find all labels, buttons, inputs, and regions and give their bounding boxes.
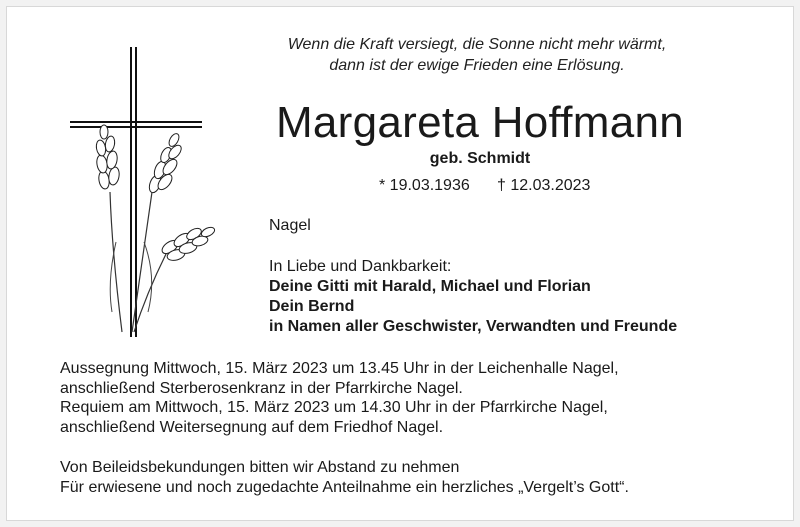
deceased-name: Margareta Hoffmann xyxy=(275,98,685,147)
obituary-notice xyxy=(6,6,794,521)
closing-remarks xyxy=(60,458,629,497)
service-line: anschließend Sterberosenkranz in der Pfarrkirche Nagel. xyxy=(60,379,463,397)
cross-with-wheat-icon xyxy=(52,42,222,342)
death-date: † 12.03.2023 xyxy=(497,177,591,194)
service-line: anschließend Weitersegnung auf dem Friedhof Nagel. xyxy=(60,418,444,436)
closing-line: Für erwiesene und noch zugedachte Anteilnahme ein herzliches „Vergelt’s Gott“. xyxy=(60,478,629,496)
closing-line: Von Beileidsbekundungen bitten wir Abstand zu nehmen xyxy=(60,459,460,476)
hometown: Nagel xyxy=(269,217,311,234)
service-info xyxy=(60,359,619,437)
mourners-intro: In Liebe und Dankbarkeit: xyxy=(269,258,452,275)
mourners-block xyxy=(269,257,677,337)
mourner-line: in Namen aller Geschwister, Verwandten und Freunde xyxy=(269,318,678,335)
service-line: Requiem am Mittwoch, 15. März 2023 um 14.30 Uhr in der Pfarrkirche Nagel, xyxy=(60,399,608,416)
mourner-line: Dein Bernd xyxy=(269,298,355,315)
service-line: Aussegnung Mittwoch, 15. März 2023 um 13.45 Uhr in der Leichenhalle Nagel, xyxy=(60,360,619,377)
motto-line-2: dann ist der ewige Frieden eine Erlösung. xyxy=(329,57,625,74)
mourner-line: Deine Gitti mit Harald, Michael und Florian xyxy=(269,278,591,295)
birth-date: * 19.03.1936 xyxy=(379,177,470,194)
maiden-name: geb. Schmidt xyxy=(429,150,531,167)
motto-line-1: Wenn die Kraft versiegt, die Sonne nicht mehr wärmt, xyxy=(287,36,667,53)
